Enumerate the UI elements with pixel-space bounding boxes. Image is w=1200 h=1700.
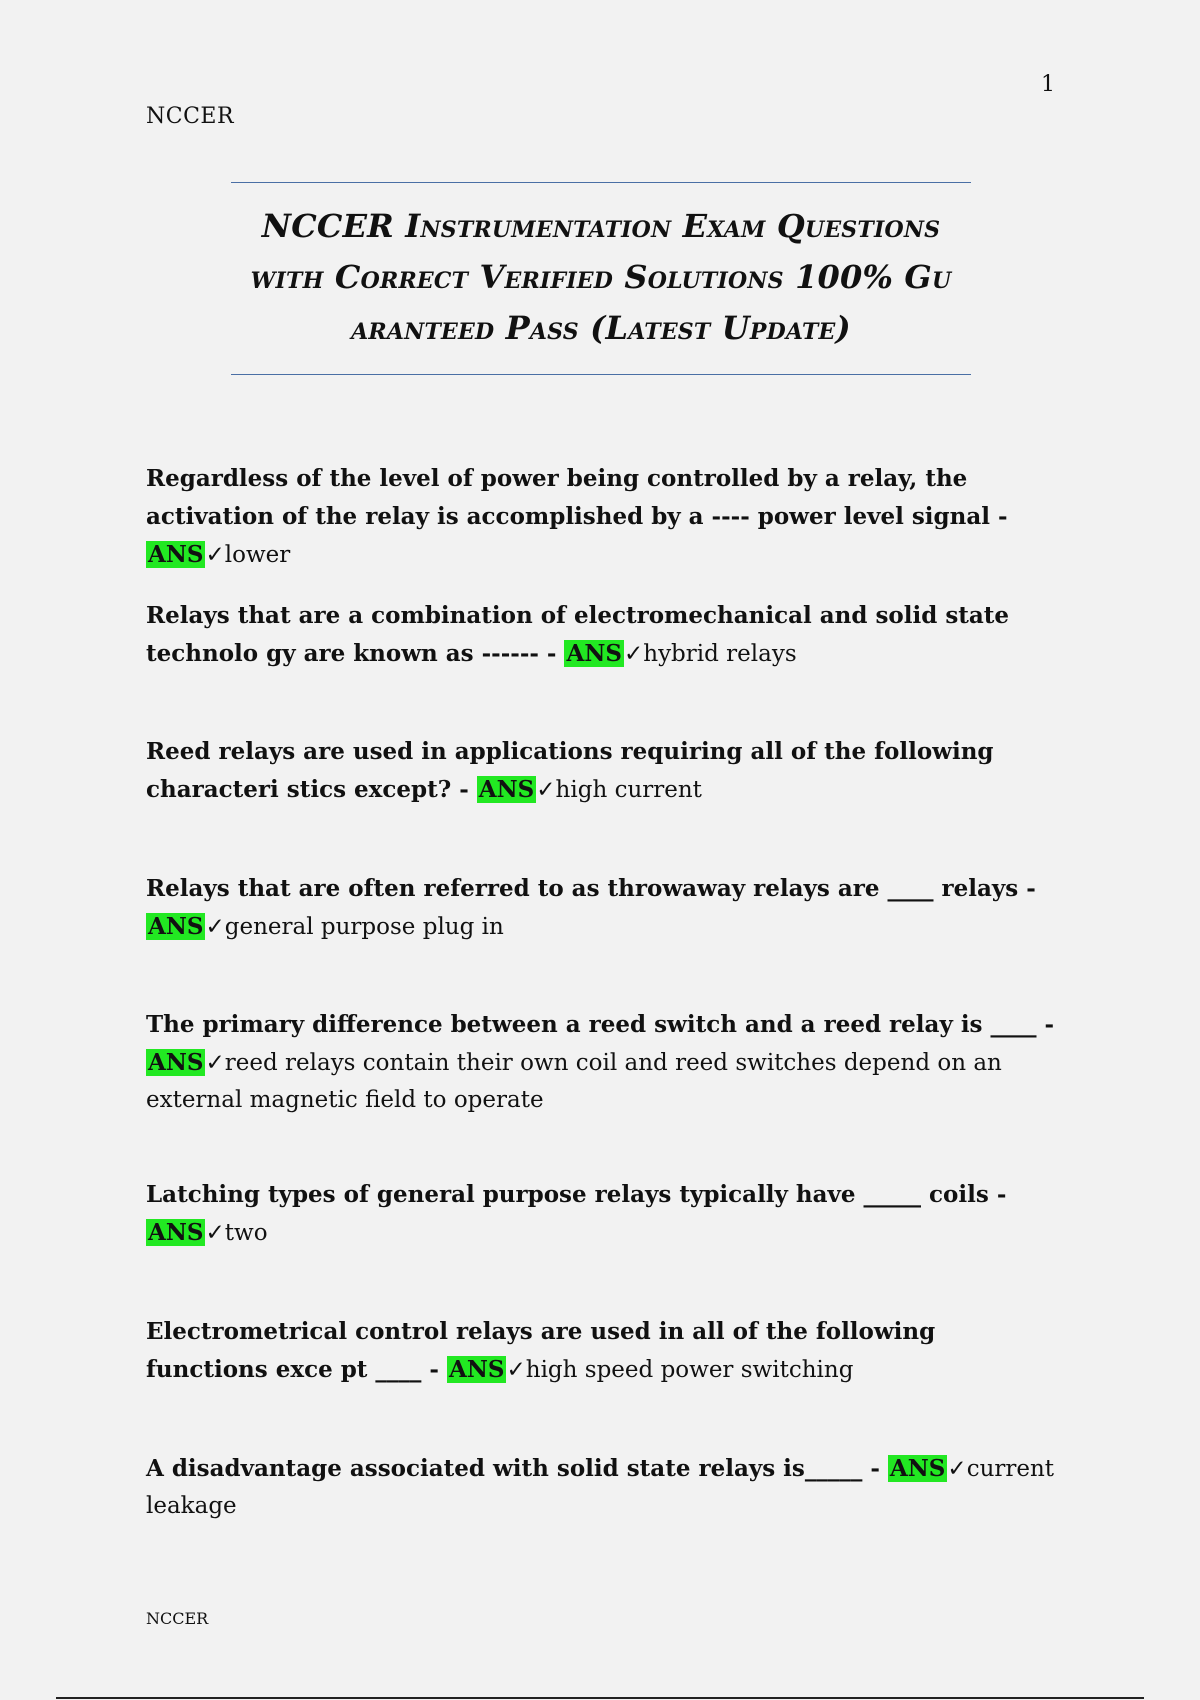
ans-highlight: ANS	[148, 1049, 204, 1076]
check-mark-icon: ✓	[623, 641, 644, 667]
question-text: Regardless of the level of power being controlled by a relay, the activation of the relay is accomplished by a ---- power level signal -	[146, 465, 1008, 530]
answer-text: lower	[224, 542, 291, 568]
question-text: The primary difference between a reed switch and a reed relay is ____ -	[146, 1011, 1055, 1038]
check-mark-icon: ✓	[536, 777, 556, 803]
ans-highlight: ANS	[889, 1455, 946, 1482]
title-line: aranteed Pass (Latest Update)	[351, 309, 851, 347]
answer-text: hybrid relays	[643, 641, 797, 667]
answer-text: two	[224, 1220, 268, 1246]
answer-text: general purpose plug in	[224, 914, 504, 940]
qa-item	[146, 1006, 1056, 1119]
qa-item	[146, 1176, 1056, 1252]
check-mark-icon: ✓	[205, 914, 225, 940]
ans-highlight: ANS	[566, 640, 622, 667]
qa-item	[146, 733, 1056, 809]
title-line: NCCER Instrumentation Exam Questions	[261, 207, 941, 245]
question-text: Relays that are often referred to as throwaway relays are ____ relays -	[146, 875, 1036, 902]
check-mark-icon: ✓	[205, 542, 225, 568]
document-title	[231, 182, 971, 375]
qa-item	[146, 1313, 1056, 1389]
ans-highlight: ANS	[478, 776, 535, 803]
footer-label: NCCER	[146, 1609, 209, 1628]
question-text: A disadvantage associated with solid state relays is_____ -	[146, 1455, 888, 1482]
footer-divider	[56, 1697, 1144, 1699]
page-number: 1	[1041, 72, 1055, 97]
check-mark-icon: ✓	[205, 1220, 225, 1246]
ans-highlight: ANS	[148, 913, 204, 940]
question-text: Reed relays are used in applications requiring all of the following characteri stics except? -	[146, 738, 994, 803]
ans-highlight: ANS	[148, 1219, 204, 1246]
qa-item	[146, 870, 1056, 946]
qa-item	[146, 460, 1056, 574]
answer-text: high speed power switching	[525, 1357, 854, 1383]
check-mark-icon: ✓	[506, 1357, 526, 1383]
header-label: NCCER	[146, 104, 235, 129]
ans-highlight: ANS	[148, 541, 204, 568]
answer-text: current leakage	[146, 1456, 1055, 1519]
qa-item	[146, 597, 1056, 673]
question-text: Electrometrical control relays are used in all of the following functions exce pt ____ -	[146, 1318, 936, 1383]
question-text: Relays that are a combination of electromechanical and solid state technolo gy are known as ------ -	[146, 602, 1010, 667]
question-text: Latching types of general purpose relays typically have _____ coils -	[146, 1181, 1007, 1208]
title-line: with Correct Verified Solutions 100% Gu	[250, 258, 952, 296]
check-mark-icon: ✓	[947, 1456, 967, 1482]
answer-text: reed relays contain their own coil and reed switches depend on an external magnetic field to operate	[146, 1050, 1002, 1113]
qa-item	[146, 1450, 1056, 1525]
check-mark-icon: ✓	[205, 1050, 225, 1076]
answer-text: high current	[555, 777, 702, 803]
ans-highlight: ANS	[449, 1356, 505, 1383]
